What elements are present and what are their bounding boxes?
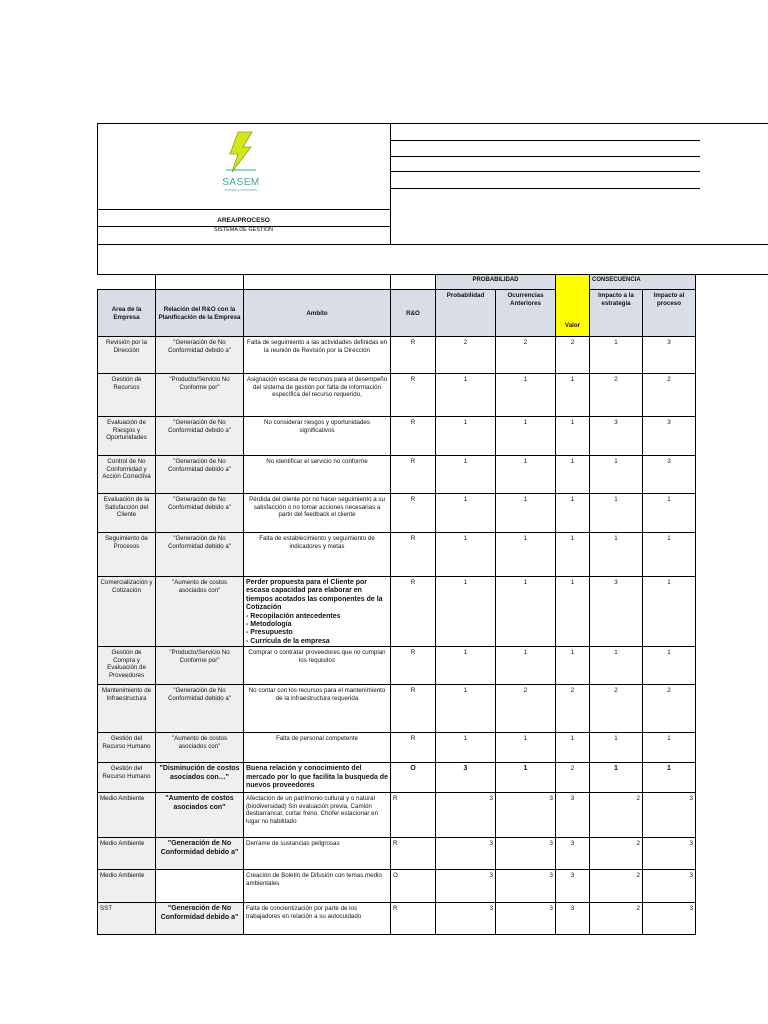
cell-area: Control de No Conformidad y Acción Correctiva [98,456,156,494]
cell-impacto-proceso: 2 [643,685,696,733]
cell-area: Gestión del Recurso Humano [98,733,156,763]
cell-impacto-proceso: 3 [643,903,696,935]
cell-impacto-proceso: 3 [643,870,696,903]
cell-impacto-proceso: 3 [643,337,696,374]
cell-ro: R [391,685,436,733]
cell-impacto-proceso: 3 [643,793,696,838]
cell-impacto-proceso: 1 [643,763,696,793]
cell-probabilidad: 3 [436,870,496,903]
cell-valor: 1 [556,494,590,533]
cell-area: Revisión por la Dirección [98,337,156,374]
cell-relation: "Generación de No Conformidad debido a" [156,533,244,577]
table-row [98,903,696,935]
cell-ocurrencias: 1 [496,733,556,763]
cell-probabilidad: 1 [436,494,496,533]
cell-relation: "Generación de No Conformidad debido a" [156,456,244,494]
cell-valor: 1 [556,374,590,417]
col-probabilidad: Probabilidad [436,290,496,337]
header-right-line-4 [390,188,700,189]
cell-probabilidad: 3 [436,838,496,870]
cell-valor: 3 [556,903,590,935]
cell-valor: 1 [556,577,590,647]
table-row [98,533,696,577]
cell-ambito: Falta de personal competente [244,733,391,763]
cell-valor: 1 [556,647,590,685]
table-row [98,494,696,533]
cell-impacto-estrategia: 1 [590,533,643,577]
table-row [98,763,696,793]
cell-relation: "Generación de No Conformidad debido a" [156,494,244,533]
cell-impacto-proceso: 2 [643,374,696,417]
cell-impacto-estrategia: 3 [590,577,643,647]
cell-impacto-estrategia: 1 [590,733,643,763]
cell-ro: O [391,870,436,903]
cell-impacto-estrategia: 1 [590,494,643,533]
cell-ambito: Afectación de un patrimonio cultural y o natural (biodiversidad) Sin evaluación previa, Camión desbarrancar, cortar freno. Chofer estacionar en lugar no habilitado [244,793,391,838]
cell-ocurrencias: 1 [496,647,556,685]
cell-ocurrencias: 1 [496,456,556,494]
cell-probabilidad: 1 [436,374,496,417]
cell-area: Gestión de Compra y Evaluación de Proveedores [98,647,156,685]
table-row [98,374,696,417]
table-row [98,417,696,456]
cell-impacto-proceso: 1 [643,733,696,763]
cell-ro: R [391,494,436,533]
header-right-line-2 [390,156,700,157]
cell-ambito: Pérdida del cliente por no hacer seguimiento a su satisfacción o no tomar acciones necesarias a partir del feedback el cliente [244,494,391,533]
cell-area: Medio Ambiente [98,870,156,903]
cell-relation: "Generación de No Conformidad debido a" [156,417,244,456]
cell-ambito: No identificar el servicio no conforme [244,456,391,494]
table-row [98,733,696,763]
cell-ambito: No considerar riesgos y oportunidades significativos [244,417,391,456]
cell-valor: 1 [556,417,590,456]
cell-impacto-proceso: 3 [643,838,696,870]
cell-impacto-estrategia: 1 [590,763,643,793]
table-row [98,647,696,685]
cell-relation: "Producto/Servicio No Conforme por" [156,647,244,685]
cell-ocurrencias: 1 [496,494,556,533]
cell-ambito: Derrame de sustancias peligrosas [244,838,391,870]
cell-ro: R [391,838,436,870]
cell-ocurrencias: 3 [496,870,556,903]
group-header-row [98,275,696,290]
cell-ro: R [391,337,436,374]
col-area: Area de la Empresa [98,290,156,337]
cell-ro: R [391,903,436,935]
cell-ambito: Falta de seguimiento a las actividades definidas en la reunión de Revisión por la Dirección [244,337,391,374]
table-row [98,685,696,733]
cell-ocurrencias: 3 [496,793,556,838]
company-logo [212,128,270,200]
cell-ocurrencias: 2 [496,685,556,733]
cell-impacto-proceso: 3 [643,417,696,456]
cell-impacto-estrategia: 2 [590,838,643,870]
lightning-bolt-icon [212,128,270,178]
cell-ambito: Asignación escasa de recursos para el desempeño del sistema de gestión por falta de información específica del recurso requerido, [244,374,391,417]
cell-impacto-estrategia: 1 [590,337,643,374]
cell-ocurrencias: 1 [496,533,556,577]
cell-area: Evaluación de Riesgos y Oportunidades [98,417,156,456]
header-right-line-3 [390,171,700,172]
cell-impacto-proceso: 1 [643,577,696,647]
cell-valor: 2 [556,685,590,733]
cell-area: Medio Ambiente [98,838,156,870]
cell-ambito: Comprar o contratar proveedores que no cumplan los requisitos [244,647,391,685]
header-divider [390,123,391,245]
cell-area: Medio Ambiente [98,793,156,838]
cell-impacto-estrategia: 2 [590,903,643,935]
area-label: AREA/PROCESO [217,217,270,224]
cell-ambito: Falta de establecimiento y seguimiento de indicadores y metas [244,533,391,577]
cell-impacto-proceso: 1 [643,647,696,685]
cell-probabilidad: 3 [436,793,496,838]
cell-ambito: Falta de concientización por parte de los trabajadores en relación a su autocuidado [244,903,391,935]
cell-valor: 1 [556,456,590,494]
cell-ro: R [391,374,436,417]
cell-valor: 3 [556,838,590,870]
col-relation: Relación del R&O con la Planificación de la Empresa [156,290,244,337]
spacer-row [97,245,768,275]
table-row [98,337,696,374]
group-probability: PROBABILIDAD [436,275,556,290]
cell-ro: O [391,763,436,793]
cell-relation: "Aumento de costos asociados con" [156,793,244,838]
cell-valor: 3 [556,870,590,903]
cell-relation: "Generación de No Conformidad debido a" [156,838,244,870]
ambito-line: - Recopilación antecedentes [246,612,341,620]
cell-probabilidad: 2 [436,337,496,374]
cell-valor: 2 [556,337,590,374]
cell-area: Comercialización y Cotización [98,577,156,647]
cell-impacto-estrategia: 2 [590,870,643,903]
cell-area: Gestión del Recurso Humano [98,763,156,793]
cell-ro: R [391,793,436,838]
cell-impacto-estrategia: 1 [590,456,643,494]
cell-ocurrencias: 1 [496,374,556,417]
table-row [98,870,696,903]
cell-probabilidad: 3 [436,903,496,935]
cell-probabilidad: 1 [436,577,496,647]
header-right-line-1 [390,140,700,141]
ambito-line: - Presupuesto [246,629,293,637]
cell-relation: "Generación de No Conformidad debido a" [156,903,244,935]
cell-valor: 1 [556,533,590,577]
cell-probabilidad: 3 [436,763,496,793]
cell-probabilidad: 1 [436,685,496,733]
cell-ocurrencias: 1 [496,577,556,647]
cell-ambito [244,577,391,647]
cell-area: SST [98,903,156,935]
cell-area: Evaluación de la Satisfacción del Cliente [98,494,156,533]
cell-relation: "Generación de No Conformidad debido a" [156,337,244,374]
cell-ambito: Creación de Boletín de Difusión con temas medio ambientales [244,870,391,903]
cell-area: Mantenimiento de Infraestructura [98,685,156,733]
cell-valor: 1 [556,733,590,763]
cell-ambito: No contar con los recursos para el mantenimiento de la infraestructura requerida [244,685,391,733]
cell-ro: R [391,533,436,577]
cell-relation: "Generación de No Conformidad debido a" [156,685,244,733]
cell-relation: "Aumento de costos asociados con" [156,733,244,763]
table-row [98,838,696,870]
cell-impacto-estrategia: 2 [590,793,643,838]
cell-ro: R [391,647,436,685]
col-impacto-estrategia: Impacto a la estrategia [590,290,643,337]
cell-relation: "Producto/Servicio No Conforme por" [156,374,244,417]
column-header-row [98,290,696,337]
cell-ambito: Buena relación y conocimiento del mercado por lo que facilita la busqueda de nuevos proveedores [244,763,391,793]
cell-impacto-proceso: 1 [643,494,696,533]
logo-text: SASEM [222,177,260,188]
cell-probabilidad: 1 [436,417,496,456]
cell-ocurrencias: 1 [496,763,556,793]
table-row [98,456,696,494]
cell-probabilidad: 1 [436,733,496,763]
cell-impacto-estrategia: 3 [590,417,643,456]
cell-probabilidad: 1 [436,533,496,577]
cell-ro: R [391,417,436,456]
col-ro: R&O [391,290,436,337]
cell-probabilidad: 1 [436,456,496,494]
cell-ro: R [391,456,436,494]
header-left-line-1 [97,209,390,210]
cell-ocurrencias: 3 [496,903,556,935]
group-consequence: CONSECUENCIA [590,275,696,290]
cell-ocurrencias: 1 [496,417,556,456]
cell-relation: "Aumento de costos asociados con" [156,577,244,647]
cell-impacto-proceso: 1 [643,533,696,577]
cell-impacto-estrategia: 2 [590,685,643,733]
logo-subtext: energía y soluciones [224,188,258,192]
ambito-line: Perder propuesta para el Cliente por escasa capacidad para elaborar en tiempos acotados las componentes de la Cotización [246,579,383,612]
cell-ro: R [391,733,436,763]
cell-probabilidad: 1 [436,647,496,685]
cell-area: Gestión de Recursos [98,374,156,417]
cell-impacto-estrategia: 2 [590,374,643,417]
system-label: SISTEMA DE GESTION [213,227,274,233]
cell-valor: 3 [556,793,590,838]
col-ocurrencias: Ocurrencias Anteriores [496,290,556,337]
ambito-line: - Metodología [246,621,292,629]
ambito-line: - Currícula de la empresa [246,637,330,645]
risk-table [97,274,696,935]
cell-ocurrencias: 2 [496,337,556,374]
cell-ocurrencias: 3 [496,838,556,870]
cell-valor: 2 [556,763,590,793]
col-valor: Valor [556,275,590,337]
table-row [98,577,696,647]
cell-relation: "Disminución de costos asociados con…" [156,763,244,793]
cell-ro: R [391,577,436,647]
cell-impacto-proceso: 3 [643,456,696,494]
col-impacto-proceso: Impacto al proceso [643,290,696,337]
col-ambito: Ambito [244,290,391,337]
cell-area: Seguimiento de Procesos [98,533,156,577]
cell-relation [156,870,244,903]
cell-impacto-estrategia: 1 [590,647,643,685]
table-row [98,793,696,838]
